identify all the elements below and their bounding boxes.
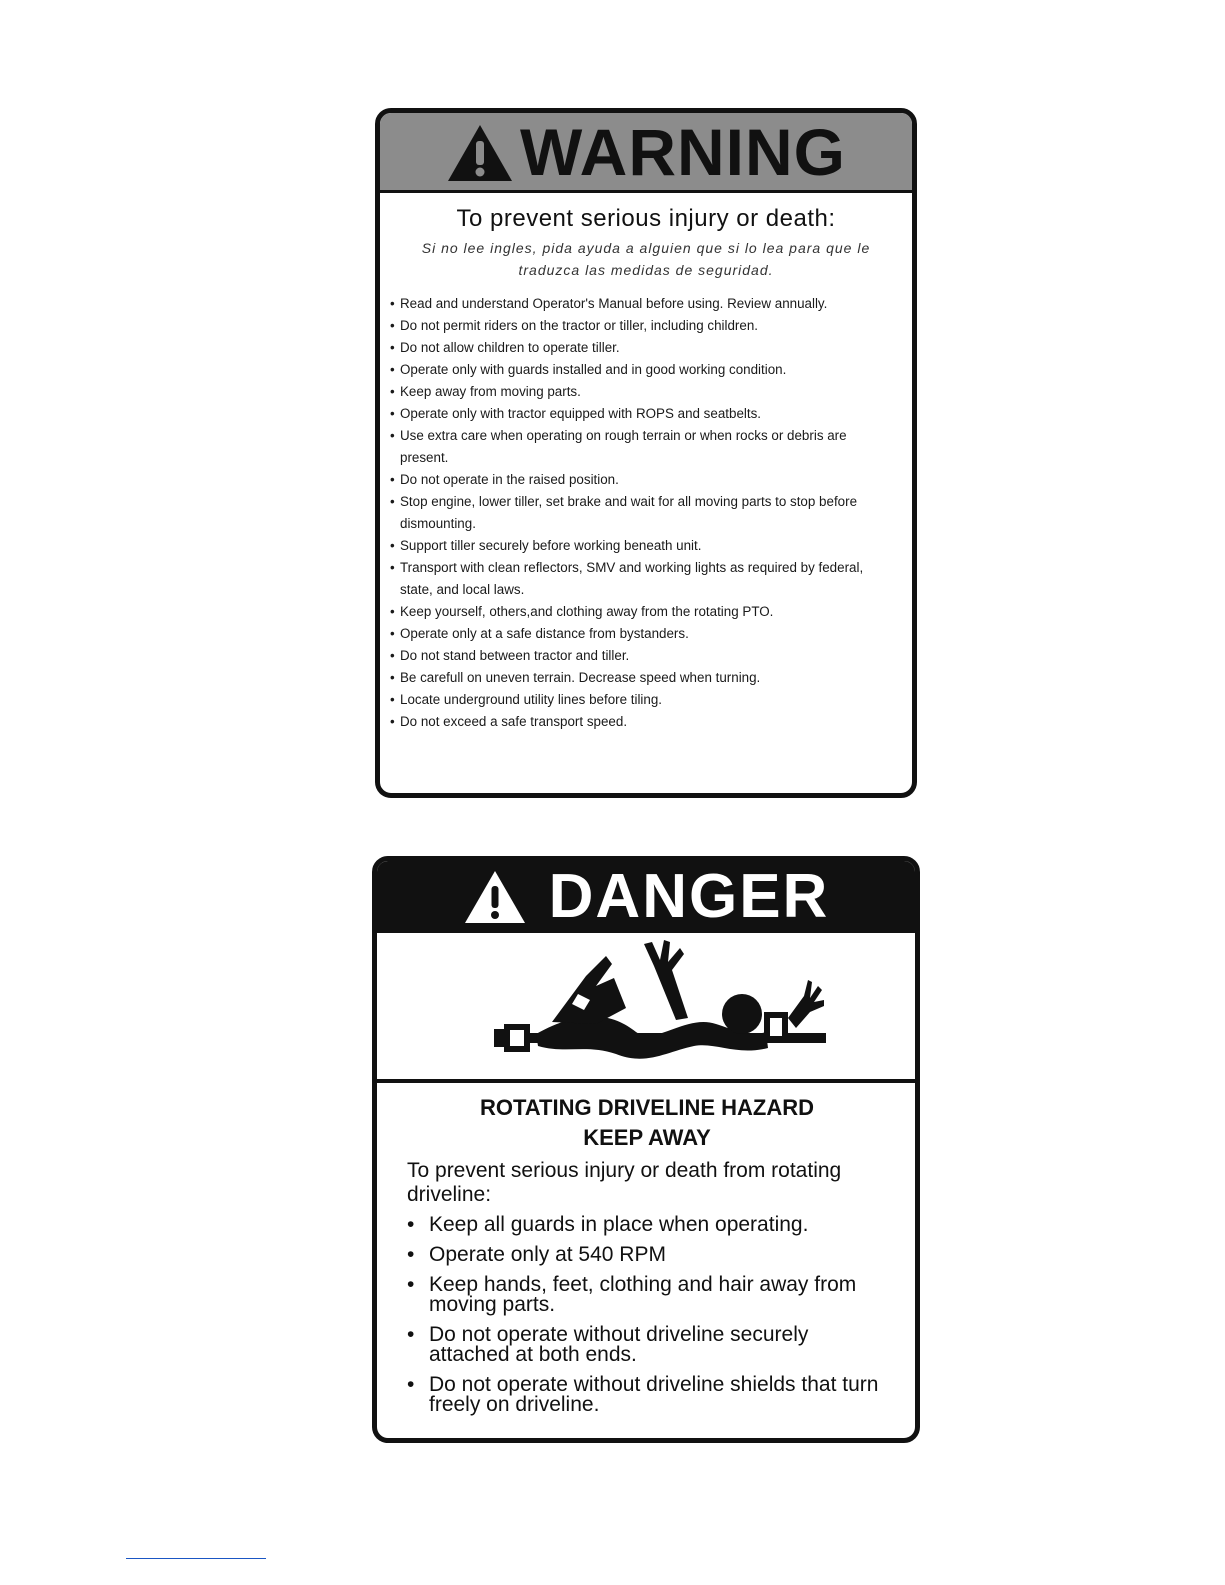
warning-spanish-note: Si no lee ingles, pida ayuda a alguien que si lo lea para que le traduzca las medidas de seguridad. — [421, 240, 871, 278]
list-item: • Keep all guards in place when operating. — [407, 1215, 887, 1235]
list-item: • Do not operate in the raised position. — [390, 469, 898, 491]
danger-intro: To prevent serious injury or death from rotating driveline: — [407, 1159, 842, 1206]
list-item: • Keep hands, feet, clothing and hair away from moving parts. — [407, 1275, 887, 1315]
list-item: • Be carefull on uneven terrain. Decrease speed when turning. — [390, 667, 898, 689]
driveline-pictogram — [377, 933, 915, 1083]
warning-list — [390, 293, 912, 733]
list-item: • Do not operate without driveline securely attached at both ends. — [407, 1325, 887, 1365]
warning-header — [380, 113, 912, 193]
list-item: • Operate only with tractor equipped with ROPS and seatbelts. — [390, 403, 898, 425]
list-item: • Transport with clean reflectors, SMV and working lights as required by federal, state, and local laws. — [390, 557, 898, 601]
list-item: • Support tiller securely before working beneath unit. — [390, 535, 898, 557]
list-item: • Do not permit riders on the tractor or tiller, including children. — [390, 315, 898, 337]
list-item: • Stop engine, lower tiller, set brake and wait for all moving parts to stop before dismounting. — [390, 491, 898, 535]
danger-decal — [372, 856, 920, 1443]
list-item: • Operate only with guards installed and in good working condition. — [390, 359, 898, 381]
warning-triangle-icon — [463, 869, 527, 925]
list-item: • Locate underground utility lines before tiling. — [390, 689, 898, 711]
list-item: • Do not stand between tractor and tiller. — [390, 645, 898, 667]
danger-signal-word: DANGER — [548, 862, 830, 931]
list-item: • Keep away from moving parts. — [390, 381, 898, 403]
footer-rule — [126, 1558, 266, 1559]
list-item: • Do not allow children to operate tiller. — [390, 337, 898, 359]
hazard-title: ROTATING DRIVELINE HAZARD — [479, 1095, 815, 1120]
list-item: • Keep yourself, others,and clothing away from the rotating PTO. — [390, 601, 898, 623]
warning-decal — [375, 108, 917, 798]
warning-signal-word: WARNING — [520, 114, 846, 189]
driveline-entanglement-icon — [466, 936, 826, 1076]
list-item: • Use extra care when operating on rough terrain or when rocks or debris are present. — [390, 425, 898, 469]
danger-body — [377, 1083, 915, 1415]
warning-title: To prevent serious injury or death: — [456, 205, 836, 232]
list-item: • Do not exceed a safe transport speed. — [390, 711, 898, 733]
danger-header — [377, 861, 915, 933]
warning-triangle-icon — [446, 123, 514, 183]
list-item: • Read and understand Operator's Manual before using. Review annually. — [390, 293, 898, 315]
list-item: • Do not operate without driveline shields that turn freely on driveline. — [407, 1375, 887, 1415]
hazard-subtitle: KEEP AWAY — [583, 1125, 711, 1150]
list-item: • Operate only at 540 RPM — [407, 1245, 887, 1265]
list-item: • Operate only at a safe distance from bystanders. — [390, 623, 898, 645]
danger-list — [407, 1215, 887, 1415]
